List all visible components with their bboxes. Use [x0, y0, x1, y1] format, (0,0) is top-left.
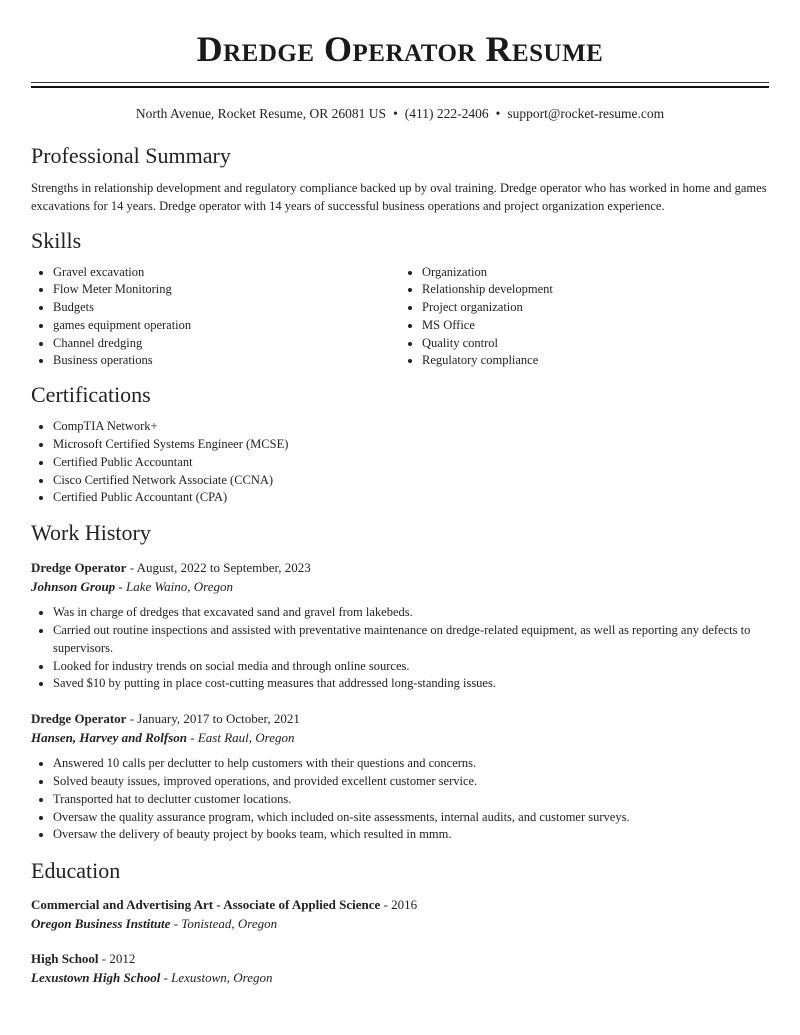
skill-item: • Gravel excavation [53, 264, 400, 282]
job-company-line: Johnson Group - Lake Waino, Oregon [31, 579, 234, 595]
skills-list-left [31, 264, 400, 371]
job-bullet: • Was in charge of dredges that excavated sand and gravel from lakebeds. [53, 604, 769, 622]
skill-item: • Quality control [422, 335, 769, 353]
job-entry [31, 709, 769, 844]
summary-text: Strengths in relationship development and regulatory compliance backed up by oval training. Dredge operator who has worked in home and games excavations for 14 years. Dredge operator with 14 years of successful business operations and project organization experience. [31, 181, 767, 213]
skill-item: • Budgets [53, 299, 400, 317]
job-bullet: • Looked for industry trends on social media and through online sources. [53, 658, 769, 676]
professional-summary-section [31, 143, 769, 215]
job-location: Lake Waino, Oregon [126, 579, 234, 595]
skill-item: • Regulatory compliance [422, 352, 769, 370]
job-bullet: • Solved beauty issues, improved operations, and provided excellent customer service. [53, 773, 769, 791]
education-entry [31, 949, 769, 987]
contact-phone: (411) 222-2406 [404, 106, 489, 121]
certification-item: • CompTIA Network+ [53, 418, 769, 436]
skills-list-right [400, 264, 769, 371]
skills-grid [31, 264, 769, 371]
school-line: Oregon Business Institute - Tonistead, Oregon [31, 916, 278, 932]
education-entry [31, 895, 769, 933]
certification-item: • Certified Public Accountant (CPA) [53, 489, 769, 507]
skill-item: • Project organization [422, 299, 769, 317]
contact-address: North Avenue, Rocket Resume, OR 26081 US [135, 106, 387, 121]
certifications-list [31, 418, 769, 507]
job-bullets [31, 604, 769, 693]
certification-item: • Microsoft Certified Systems Engineer (MCSE) [53, 436, 769, 454]
skill-item: • Flow Meter Monitoring [53, 281, 400, 299]
section-heading: Education [31, 858, 121, 884]
job-entry [31, 558, 769, 693]
job-bullets [31, 755, 769, 844]
job-company-line: Hansen, Harvey and Rolfson - East Raul, Oregon [31, 730, 295, 746]
graduation-year: 2012 [109, 951, 136, 967]
degree-line: High School - 2012 [31, 951, 136, 967]
job-bullet: • Oversaw the delivery of beauty project by books team, which resulted in mmm. [53, 826, 769, 844]
certification-item: • Certified Public Accountant [53, 454, 769, 472]
job-title: Dredge Operator [31, 711, 127, 727]
skill-item: • games equipment operation [53, 317, 400, 335]
job-title: Dredge Operator [31, 560, 127, 576]
skill-item: • Organization [422, 264, 769, 282]
skill-item: • MS Office [422, 317, 769, 335]
school-location: Lexustown, Oregon [171, 970, 273, 986]
bullet-separator: • [393, 106, 398, 121]
job-title-line: Dredge Operator - August, 2022 to September, 2023 [31, 560, 311, 576]
job-dates: January, 2017 to October, 2021 [137, 711, 300, 727]
graduation-year: 2016 [391, 897, 418, 913]
job-bullet: • Saved $10 by putting in place cost-cutting measures that addressed long-standing issues. [53, 675, 769, 693]
contact-email: support@rocket-resume.com [507, 106, 665, 121]
section-heading: Professional Summary [31, 143, 231, 168]
certifications-section [31, 382, 769, 507]
skill-item: • Business operations [53, 352, 400, 370]
skill-item: • Relationship development [422, 281, 769, 299]
school-location: Tonistead, Oregon [181, 916, 278, 932]
degree: High School [31, 951, 99, 967]
section-heading: Skills [31, 227, 82, 253]
job-bullet: • Carried out routine inspections and assisted with preventative maintenance on dredge-related equipment, as well as reporting any defects to supervisors. [53, 622, 769, 658]
job-dates: August, 2022 to September, 2023 [136, 560, 311, 576]
section-heading: Work History [31, 520, 151, 546]
school-name: Oregon Business Institute [31, 916, 171, 932]
school-name: Lexustown High School [31, 970, 161, 986]
resume-title: Dredge Operator Resume [196, 29, 604, 69]
certification-item: • Cisco Certified Network Associate (CCNA) [53, 472, 769, 490]
job-location: East Raul, Oregon [197, 730, 295, 746]
education-section [31, 858, 769, 987]
skill-item: • Channel dredging [53, 335, 400, 353]
title-divider-thick [31, 86, 769, 88]
job-bullet: • Transported hat to declutter customer locations. [53, 791, 769, 809]
title-divider-thin [31, 82, 769, 83]
section-heading: Certifications [31, 382, 151, 408]
job-title-line: Dredge Operator - January, 2017 to October, 2021 [31, 711, 300, 727]
work-history-section [31, 520, 769, 844]
job-bullet: • Answered 10 calls per declutter to help customers with their questions and concerns. [53, 755, 769, 773]
job-bullet: • Oversaw the quality assurance program, which included on-site assessments, internal audits, and customer surveys. [53, 809, 769, 827]
skills-section [31, 228, 769, 371]
job-company: Johnson Group [31, 579, 116, 595]
bullet-separator: • [495, 106, 501, 121]
degree-line: Commercial and Advertising Art - Associate of Applied Science - 2016 [31, 897, 418, 913]
job-company: Hansen, Harvey and Rolfson [31, 730, 188, 746]
contact-line [31, 105, 769, 123]
degree: Commercial and Advertising Art - Associate of Applied Science [31, 897, 381, 913]
school-line: Lexustown High School - Lexustown, Oregon [31, 970, 273, 986]
